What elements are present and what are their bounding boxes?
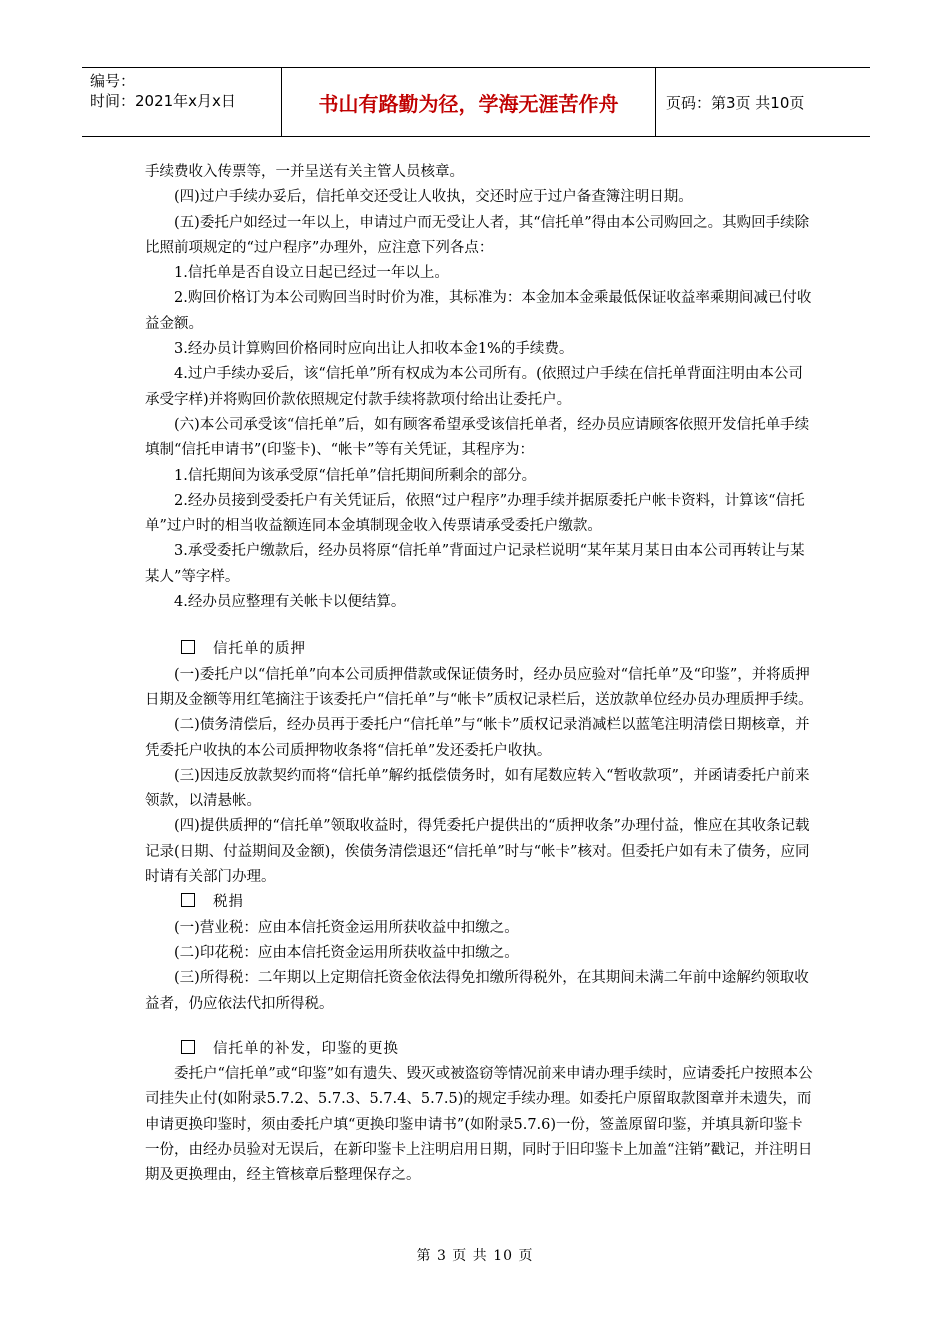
paragraph: 3.经办员计算购回价格同时应向出让人扣收本金1%的手续费。 [174, 341, 574, 358]
paragraph: (五)委托户如经过一年以上，申请过户而无受让人者，其“信托单”得由本公司购回之。其购回手续除比照前项规定的“过户程序”办理外，应注意下列各点： [145, 214, 810, 256]
paragraph: 4.过户手续办妥后，该“信托单”所有权成为本公司所有。(依照过户手续在信托单背面注明由本公司承受字样)并将购回价款依照规定付款手续将款项付给出让委托户。 [145, 366, 803, 408]
paragraph: 手续费收入传票等，一并呈送有关主管人员核章。 [145, 164, 464, 180]
paragraph: (六)本公司承受该“信托单”后，如有顾客希望承受该信托单者，经办员应请顾客依照开发信托单手续填制“信托申请书”(印鉴卡)、“帐卡”等有关凭证，其程序为： [145, 416, 810, 459]
paragraph: 委托户“信托单”或“印鉴”如有遗失、毁灭或被盗窃等情况前来申请办理手续时，应请委托户按照本公司挂失止付(如附录5.7.2、5.7.3、5.7.4、5.7.5)的规定手续办理。如委托户原留取款图章并未遗失，而申请更换印鉴时，须由委托户填“更换印鉴申请书”(如附录5.7.6)一份，签盖原留印鉴，并填具新印鉴卡一份，由经办员验对无误后，在新印鉴卡上注明启用日期，同时于旧印鉴卡上加盖“注销”戳记，并注明日期及更换理由，经主管核章后整理保存之。 [145, 1066, 813, 1184]
paragraph: 2.经办员接到受委托户有关凭证后，依照“过户程序”办理手续并据原委托户帐卡资料，计算该“信托单”过户时的相当收益额连同本金填制现金收入传票请承受委托户缴款。 [145, 492, 805, 535]
paragraph: (四)过户手续办妥后，信托单交还受让人收执，交还时应于过户备查簿注明日期。 [174, 189, 693, 206]
header-page-label: 页码：第3页 共10页 [666, 93, 805, 112]
page-footer: 第 3 页 共 10 页 [416, 1248, 534, 1264]
paragraph: 4.经办员应整理有关帐卡以便结算。 [174, 594, 406, 611]
paragraph: (一)委托户以“信托单”向本公司质押借款或保证债务时，经办员应验对“信托单”及“印鉴”，并将质押日期及金额等用红笔摘注于该委托户“信托单”与“帐卡”质权记录栏后，送放款单位经办员办理质押手续。 [145, 666, 813, 708]
paragraph: (二)印花税：应由本信托资金运用所获收益中扣缴之。 [174, 944, 519, 961]
paragraph: (四)提供质押的“信托单”领取收益时，得凭委托户提供出的“质押收条”办理付益，惟应在其收条记载记录(日期、付益期间及金额)，俟债务清偿退还“信托单”时与“帐卡”核对。但委托户如有未了债务，应同时请有关部门办理。 [145, 818, 810, 886]
paragraph: 1.信托单是否自设立日起已经过一年以上。 [174, 265, 449, 282]
section-title: 税捐 [213, 894, 244, 911]
document-number-label: 编号： [90, 72, 136, 90]
paragraph: (三)因违反放款契约而将“信托单”解约抵偿债务时，如有尾数应转入“暂收款项”，并函请委托户前来领款，以清悬帐。 [145, 767, 810, 810]
paragraph: (三)所得税：二年期以上定期信托资金依法得免扣缴所得税外，在其期间未满二年前中途解约领取收益者，仍应依法代扣所得税。 [145, 970, 809, 1012]
paragraph: 1.信托期间为该承受原“信托单”信托期间所剩余的部分。 [174, 467, 537, 484]
paragraph: (一)营业税：应由本信托资金运用所获收益中扣缴之。 [174, 919, 519, 936]
paragraph: 2.购回价格订为本公司购回当时时价为准，其标准为：本金加本金乘最低保证收益率乘期间减已付收益金额。 [145, 290, 812, 332]
checkbox-square-icon [181, 640, 195, 654]
section-heading-reissue [145, 1037, 813, 1062]
checkbox-square-icon [181, 1040, 195, 1054]
section-heading-pledge [145, 637, 813, 662]
section-heading-tax [145, 890, 813, 915]
document-header [82, 67, 870, 137]
paragraph: 3.承受委托户缴款后，经办员将原“信托单”背面过户记录栏说明“某年某月某日由本公司再转让与某某人”等字样。 [145, 543, 805, 585]
section-title: 信托单的补发，印鉴的更换 [213, 1040, 399, 1057]
document-time-label: 时间：2021年x月x日 [90, 92, 236, 110]
document-body [145, 160, 813, 1189]
checkbox-square-icon [181, 893, 195, 907]
header-info-cell [82, 68, 282, 136]
paragraph: (二)债务清偿后，经办员再于委托户“信托单”与“帐卡”质权记录消减栏以蓝笔注明清偿日期核章，并凭委托户收执的本公司质押物收条将“信托单”发还委托户收执。 [145, 717, 810, 759]
header-motto: 书山有路勤为径，学海无涯苦作舟 [282, 68, 656, 136]
section-title: 信托单的质押 [213, 641, 306, 658]
